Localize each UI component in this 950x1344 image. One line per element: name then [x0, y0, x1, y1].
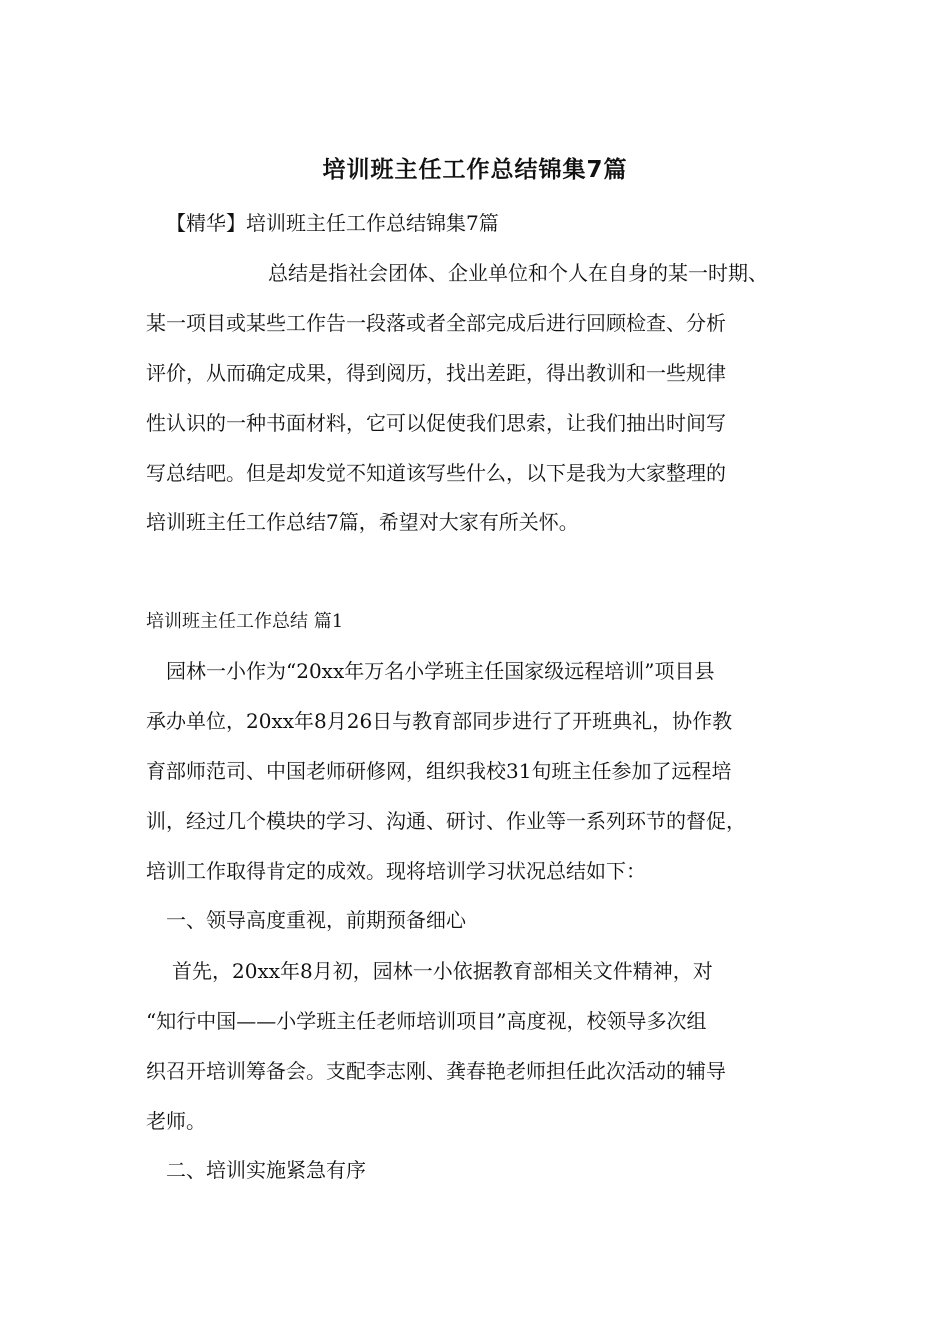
- paragraph-line: 培训工作取得肯定的成效。现将培训学习状况总结如下：: [146, 859, 646, 883]
- paragraph-line: 织召开培训筹备会。支配李志刚、龚春艳老师担任此次活动的辅导: [146, 1059, 726, 1083]
- intro-line: 培训班主任工作总结7篇，希望对大家有所关怀。: [146, 510, 579, 534]
- paragraph-line: 园林一小作为“20xx年万名小学班主任国家级远程培训”项目县: [166, 659, 715, 683]
- paragraph-line: 训，经过几个模块的学习、沟通、研讨、作业等一系列环节的督促，: [146, 809, 746, 833]
- paragraph-line: 承办单位，20xx年8月26日与教育部同步进行了开班典礼，协作教: [146, 709, 733, 733]
- paragraph-line: 老师。: [146, 1109, 206, 1133]
- intro-line: 总结是指社会团体、企业单位和个人在自身的某一时期、: [268, 261, 768, 285]
- intro-line: 性认识的一种书面材料，它可以促使我们思索，让我们抽出时间写: [146, 411, 726, 435]
- paragraph-line: “知行中国——小学班主任老师培训项目”高度视，校领导多次组: [146, 1009, 707, 1033]
- intro-line: 某一项目或某些工作告一段落或者全部完成后进行回顾检查、分析: [146, 311, 726, 335]
- document-title: 培训班主任工作总结锦集7篇: [322, 157, 628, 183]
- subheading: 二、培训实施紧急有序: [166, 1158, 366, 1182]
- intro-line: 评价，从而确定成果，得到阅历，找出差距，得出教训和一些规律: [146, 361, 726, 385]
- paragraph-line: 育部师范司、中国老师研修网，组织我校31旬班主任参加了远程培: [146, 759, 732, 783]
- paragraph-line: 首先，20xx年8月初，园林一小依据教育部相关文件精神，对: [172, 959, 713, 983]
- subheading: 一、领导高度重视，前期预备细心: [166, 908, 466, 932]
- section-heading: 培训班主任工作总结 篇1: [146, 611, 344, 632]
- intro-line: 写总结吧。但是却发觉不知道该写些什么，以下是我为大家整理的: [146, 461, 726, 485]
- document-subtitle: 【精华】培训班主任工作总结锦集7篇: [166, 211, 499, 235]
